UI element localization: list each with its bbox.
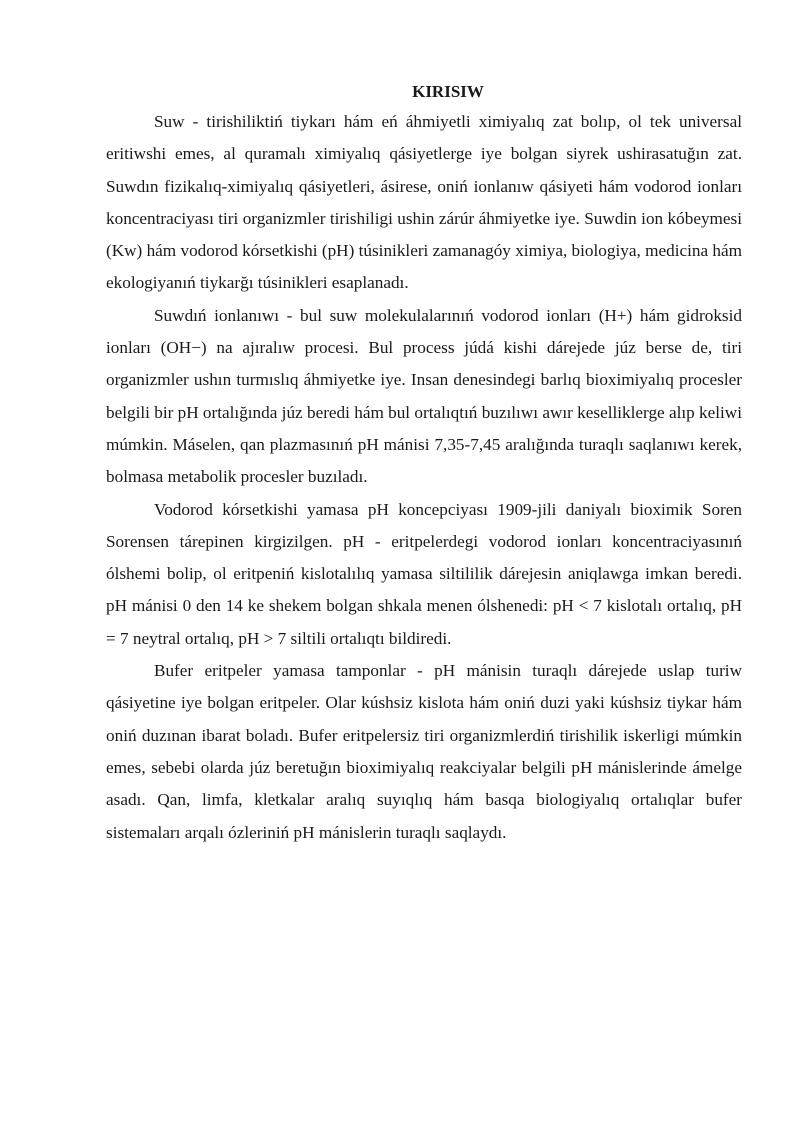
document-page	[106, 80, 742, 849]
paragraph-3: Vodorod kórsetkishi yamasa pH koncepciyası 1909-jili daniyalı bioximik Soren Sorensen tárepinen kirgizilgen. pH - eritpelerdegi vodorod ionları koncentraciyasınıń ólshemi bolip, ol eritpeniń kislotalılıq yamasa siltililik dárejesin aniqlawga imkan beredi. pH mánisi 0 den 14 ke shekem bolgan shkala menen ólshenedi: pH < 7 kislotalı ortalıq, pH = 7 neytral ortalıq, pH > 7 siltili ortalıqtı bildiredi.	[106, 499, 742, 648]
paragraph-4: Bufer eritpeler yamasa tamponlar - pH mánisin turaqlı dárejede uslap turiw qásiyetine iye bolgan eritpeler. Olar kúshsiz kislota hám oniń duzi yaki kúshsiz tiykar hám oniń duzınan ibarat boladı. Bufer eritpelersiz tiri organizmlerdiń tirishilik iskerligi múmkin emes, sebebi olarda júz beretuğın bioximiyalıq reakciyalar belgili pH mánislerinde ámelge asadı. Qan, limfa, kletkalar aralıq suyıqlıq hám basqa biologiyalıq ortalıqlar bufer sistemaları arqalı ózleriniń pH mánislerin turaqlı saqlaydı.	[106, 661, 742, 842]
paragraph-1: Suw - tirishiliktiń tiykarı hám eń áhmiyetli ximiyalıq zat bolıp, ol tek universal eritiwshi emes, al quramalı ximiyalıq qásiyetlerge iye bolgan siyrek ushirasatuğın zat. Suwdın fizikalıq-ximiyalıq qásiyetleri, ásirese, oniń ionlanıw qásiyeti hám vodorod ionları koncentraciyası tiri organizmler tirishiligi ushin zárúr áhmiyetke iye. Suwdin ion kóbeymesi (Kw) hám vodorod kórsetkishi (pH) túsinikleri zamanagóy ximiya, biologiya, medicina hám ekologiyanıń tiykarğı túsinikleri esaplanadı.	[106, 112, 742, 293]
page-title: KIRISIW	[412, 82, 484, 101]
paragraph-2: Suwdıń ionlanıwı - bul suw molekulalarınıń vodorod ionları (H+) hám gidroksid ionları (OH−) na ajıralıw procesi. Bul process júdá kishi dárejede júz berse de, tiri organizmler ushın turmıslıq áhmiyetke iye. Insan denesindegi barlıq bioximiyalıq procesler belgili bir pH ortalığında júz beredi hám bul ortalıqtıń buzılıwı awır keselliklerge alıp keliwi múmkin. Máselen, qan plazmasınıń pH mánisi 7,35-7,45 aralığında turaqlı saqlanıwı kerek, bolmasa metabolik procesler buzıladı.	[106, 305, 742, 487]
